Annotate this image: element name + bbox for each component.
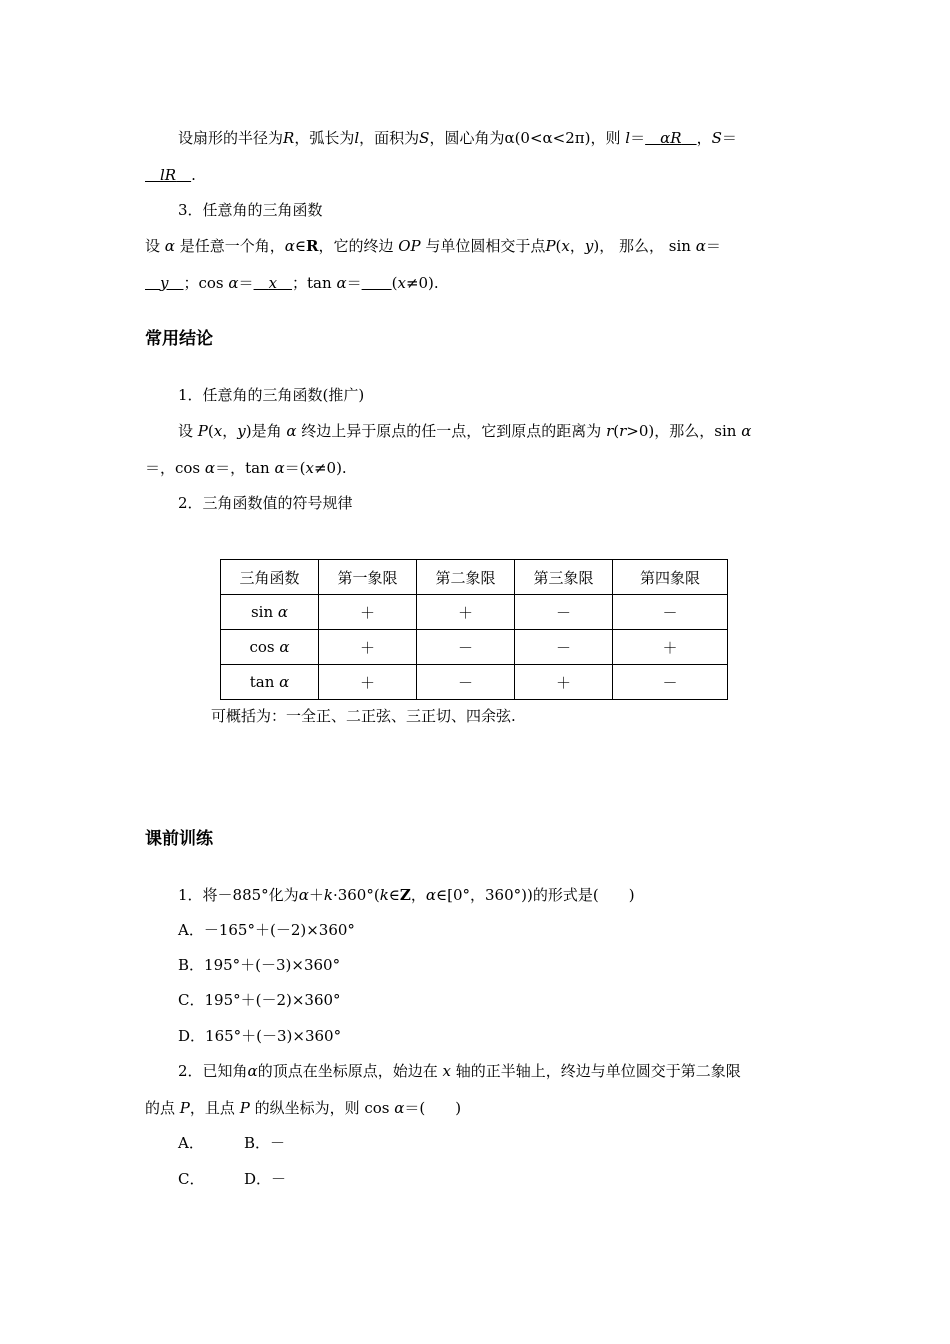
- text: ＋: [308, 886, 324, 904]
- var-y: y: [584, 237, 594, 255]
- q1-option-a: A．－165°＋(－2)×360°: [178, 921, 355, 939]
- var-alpha: α: [695, 237, 706, 255]
- var-x: x: [442, 1062, 451, 1080]
- text: ，面积为: [359, 129, 420, 147]
- table-header-cell: 第四象限: [613, 560, 728, 595]
- section-3-definition-line2: [145, 273, 439, 293]
- q1-option-c: C．195°＋(－2)×360°: [178, 991, 341, 1009]
- var-alpha: α: [277, 603, 289, 621]
- function-cell: [221, 595, 319, 630]
- table-row: [221, 665, 728, 700]
- text: (: [391, 274, 398, 292]
- var-P: P: [179, 1099, 190, 1117]
- function-cell: [221, 630, 319, 665]
- var-S: S: [419, 129, 430, 147]
- var-OP: OP: [398, 237, 421, 255]
- table-header-cell: 三角函数: [221, 560, 319, 595]
- q1-option-d: D．165°＋(－3)×360°: [178, 1027, 342, 1045]
- text: ＝: [238, 274, 254, 292]
- text: ≠0).: [405, 274, 439, 292]
- text: ≠0).: [313, 459, 347, 477]
- sign-cell: －: [613, 665, 728, 700]
- var-alpha: α: [394, 1099, 405, 1117]
- text: .: [191, 166, 196, 184]
- sign-cell: ＋: [319, 630, 417, 665]
- section-3-title: 3．任意角的三角函数: [178, 201, 323, 219]
- text: ，: [569, 237, 585, 255]
- var-R: R: [283, 129, 295, 147]
- fn: tan: [249, 673, 275, 691]
- var-x: x: [397, 274, 406, 292]
- text: 2．已知角: [178, 1062, 248, 1080]
- text: ＝: [346, 274, 362, 292]
- table-header-cell: 第一象限: [319, 560, 417, 595]
- var-P: P: [239, 1099, 250, 1117]
- text: ＝: [721, 129, 737, 147]
- answer-blank-area: [145, 166, 191, 184]
- sign-summary: 可概括为：一全正、二正弦、三正切、四余弦.: [211, 707, 516, 725]
- text: ，: [222, 422, 238, 440]
- var-k: k: [323, 886, 333, 904]
- var-r: r: [606, 422, 614, 440]
- text: 是任意一个角，: [179, 237, 285, 255]
- common-conclusions-heading: 常用结论: [145, 329, 213, 349]
- sign-cell: ＋: [515, 665, 613, 700]
- answer-blank-cos: [254, 274, 292, 292]
- text: ，: [410, 886, 426, 904]
- text: 1．将－885°化为: [178, 886, 299, 904]
- text: 终边上异于原点的任一点，它到原点的距离为: [301, 422, 602, 440]
- table-row: [221, 595, 728, 630]
- question-2-line2: [145, 1098, 461, 1118]
- text: )，: [593, 237, 615, 255]
- question-1: [178, 885, 635, 905]
- var-l: l: [625, 129, 631, 147]
- generalized-definition-line1: [178, 421, 751, 441]
- sign-cell: ＋: [319, 665, 417, 700]
- text: (: [207, 422, 214, 440]
- answer-blank-sin: [145, 274, 183, 292]
- angle-condition: α(0<α<2π): [504, 129, 591, 147]
- answer-area: lR: [160, 166, 177, 184]
- var-alpha: α: [741, 422, 752, 440]
- question-2-line1: [178, 1061, 741, 1081]
- var-alpha: α: [286, 422, 297, 440]
- practice-heading: 课前训练: [145, 829, 213, 849]
- var-alpha: α: [425, 886, 437, 904]
- sign-cell: －: [417, 665, 515, 700]
- q2-option-c: C．: [178, 1170, 205, 1188]
- text: ＝( ): [404, 1099, 462, 1117]
- sign-cell: ＋: [417, 595, 515, 630]
- var-r: r: [619, 422, 627, 440]
- var-alpha: α: [274, 459, 285, 477]
- text: ，圆心角为: [429, 129, 505, 147]
- var-alpha: α: [247, 1062, 258, 1080]
- sector-formula-line2: [145, 165, 196, 185]
- table-row: [221, 630, 728, 665]
- answer-cos: x: [268, 274, 278, 292]
- text: 设扇形的半径为: [178, 129, 284, 147]
- var-k: k: [379, 886, 389, 904]
- text: ＝: [630, 129, 646, 147]
- var-alpha: α: [204, 459, 216, 477]
- generalized-definition-line2: [145, 458, 347, 478]
- text: 那么，: [619, 237, 665, 255]
- var-P: P: [197, 422, 208, 440]
- var-x: x: [561, 237, 570, 255]
- text: 的顶点在坐标原点，始边在: [257, 1062, 438, 1080]
- text: ∈[0°，360°))的形式是( ): [436, 886, 635, 904]
- sign-cell: －: [417, 630, 515, 665]
- text: ，则: [590, 129, 621, 147]
- text: ，: [696, 129, 712, 147]
- text: ，且点: [189, 1099, 235, 1117]
- var-alpha: α: [279, 673, 290, 691]
- text: (: [613, 422, 620, 440]
- text: 设: [145, 237, 161, 255]
- answer-blank-arc: [645, 129, 696, 147]
- text: sin: [668, 237, 691, 255]
- common-item2-title: 2．三角函数值的符号规律: [178, 494, 353, 512]
- function-cell: [221, 665, 319, 700]
- q1-option-b: B．195°＋(－3)×360°: [178, 956, 341, 974]
- var-y: y: [237, 422, 246, 440]
- sign-cell: ＋: [613, 630, 728, 665]
- text: 轴的正半轴上，终边与单位圆交于第二象限: [455, 1062, 741, 1080]
- sign-cell: －: [613, 595, 728, 630]
- q2-option-b: B．－: [244, 1134, 286, 1152]
- var-alpha: α: [164, 237, 175, 255]
- text: ；tan: [292, 274, 332, 292]
- sign-cell: －: [515, 595, 613, 630]
- fn: cos: [249, 638, 275, 656]
- var-l: l: [354, 129, 360, 147]
- text: 的点: [145, 1099, 176, 1117]
- text: ；cos: [183, 274, 224, 292]
- text: )是角: [245, 422, 282, 440]
- var-alpha: α: [336, 274, 347, 292]
- text: ＝，cos: [145, 459, 201, 477]
- text: ，它的终边: [318, 237, 394, 255]
- text: ·360°(: [332, 886, 380, 904]
- fn: sin: [250, 603, 274, 621]
- text: 设: [178, 422, 194, 440]
- text: 与单位圆相交于点: [425, 237, 546, 255]
- var-x: x: [213, 422, 223, 440]
- set-Z: Z: [399, 886, 411, 904]
- sign-cell: －: [515, 630, 613, 665]
- answer-sin: y: [160, 274, 169, 292]
- answer-blank-tan: [362, 274, 392, 292]
- table-header-row: [221, 560, 728, 595]
- text: ∈: [388, 886, 400, 904]
- section-3-definition-line1: [145, 236, 721, 256]
- var-alpha: α: [284, 237, 295, 255]
- answer-arc-length: αR: [660, 129, 682, 147]
- var-x: x: [305, 459, 314, 477]
- q2-option-d: D．－: [244, 1170, 287, 1188]
- table-header-cell: 第二象限: [417, 560, 515, 595]
- text: (: [555, 237, 562, 255]
- var-alpha: α: [298, 886, 309, 904]
- sector-formula-line1: [178, 128, 737, 148]
- set-R: R: [305, 237, 319, 255]
- sign-cell: ＋: [319, 595, 417, 630]
- var-P: P: [545, 237, 556, 255]
- text: 的纵坐标为，则 cos: [254, 1099, 390, 1117]
- text: ，弧长为: [294, 129, 355, 147]
- var-alpha: α: [228, 274, 239, 292]
- sign-table: [220, 559, 728, 700]
- text: ＝: [705, 237, 721, 255]
- text: ＝(: [284, 459, 306, 477]
- text: >0)，那么，sin: [626, 422, 737, 440]
- text: ∈: [294, 237, 306, 255]
- var-S: S: [711, 129, 722, 147]
- common-item1-title: 1．任意角的三角函数(推广): [178, 386, 365, 404]
- text: ＝，tan: [215, 459, 270, 477]
- var-alpha: α: [279, 638, 290, 656]
- q2-option-a: A．: [178, 1134, 204, 1152]
- table-header-cell: 第三象限: [515, 560, 613, 595]
